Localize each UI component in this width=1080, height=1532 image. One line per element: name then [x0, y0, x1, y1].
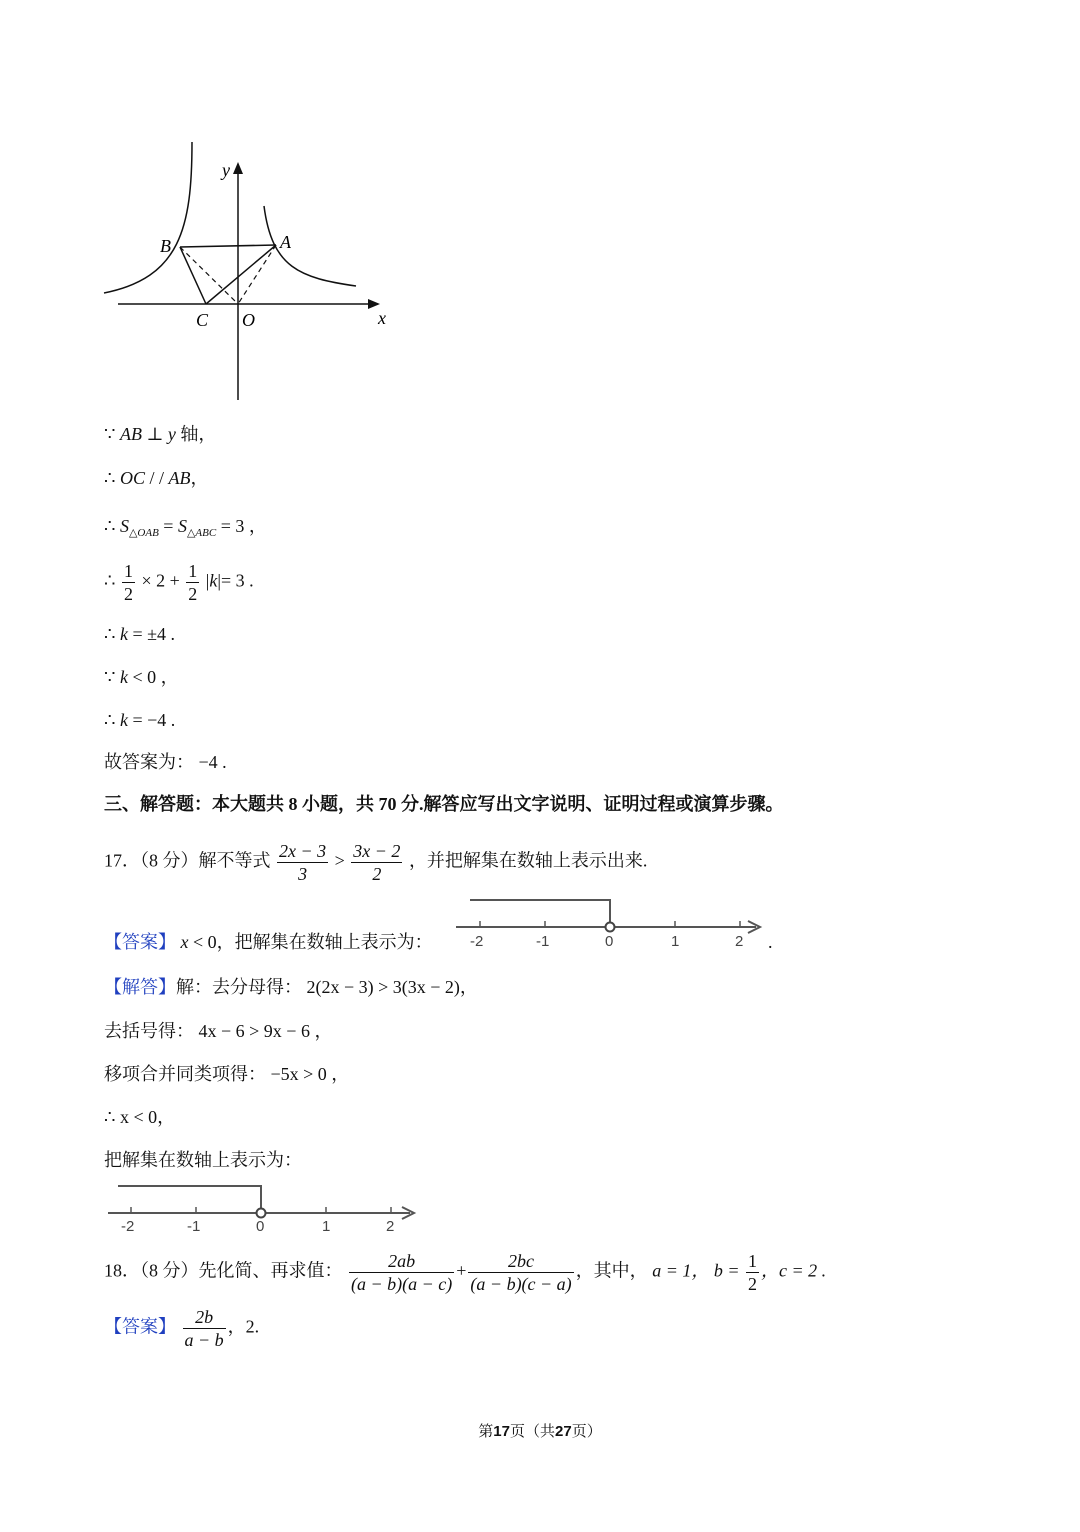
question-17: 17．（8 分）解不等式 $\frac{2x - 3}{3}$ > $\frac{3x - 2}{2}$ ，并把解集在数轴上表示出来.	[104, 841, 648, 884]
segment-ba	[180, 245, 276, 247]
hyperbola-right-branch	[264, 206, 356, 286]
open-circle-1	[606, 923, 615, 932]
page-footer: 第17页（共27页）	[478, 1423, 602, 1440]
tick-label: 1	[671, 933, 680, 950]
proof-line-2: ∴ OC / / AB，	[104, 468, 209, 488]
tick-label: 0	[605, 933, 614, 950]
label-o: O	[242, 310, 255, 330]
tick-label: -1	[187, 1218, 201, 1235]
proof-line-7: ∴ k = −4 .	[104, 710, 176, 730]
dashed-ao	[238, 245, 276, 304]
number-line-solution	[104, 1178, 424, 1238]
label-a: A	[280, 232, 291, 252]
current-page: 17	[493, 1423, 510, 1440]
proof-line-3: ∴ $S_{\triangle OAB} = S_{\triangle ABC} = 3$ ，	[104, 516, 267, 539]
number-line-answer	[456, 892, 766, 952]
coordinate-figure	[100, 138, 400, 408]
q18-fraction-2: $\frac{2bc}{(a - b)(c - a)}$	[470, 1251, 572, 1294]
label-c: C	[196, 310, 209, 330]
answer-tag: 【答案】	[104, 1316, 176, 1337]
q17-fraction-right: $\frac{3x - 2}{2}$	[353, 841, 401, 884]
solution-tag: 【解答】	[104, 977, 176, 997]
open-circle-2	[257, 1209, 266, 1218]
fraction-half-2: $\frac{1}{2}$	[188, 561, 198, 604]
total-pages: 27	[555, 1423, 572, 1440]
proof-line-6: ∵ k < 0 ，	[104, 667, 179, 687]
segment-bc	[180, 247, 206, 304]
label-b: B	[160, 236, 171, 256]
q17-solution-step-1: 【解答】解：去分母得： 2(2x − 3) > 3(3x − 2)，	[104, 977, 478, 997]
tick-label: -2	[121, 1218, 135, 1235]
tick-label: 2	[386, 1218, 395, 1235]
section-header: 三、解答题：本大题共 8 小题，共 70 分.解答应写出文字说明、证明过程或演算步骤。	[104, 794, 784, 814]
answer-tag: 【答案】	[104, 932, 176, 952]
q17-solution-step-5: 把解集在数轴上表示为：	[104, 1150, 302, 1170]
q17-solution-step-2: 去括号得： 4x − 6 > 9x − 6 ，	[104, 1021, 333, 1041]
question-18: 18．（8 分）先化简、再求值： $\frac{2ab}{(a - b)(a - c)}$ + $\frac{2bc}{(a - b)(c - a)}$ ，其中， a = 1， b = $\frac{1}{2}$ ，c = 2 .	[104, 1251, 827, 1294]
proof-line-1: ∵ AB ⊥ y 轴，	[104, 424, 217, 444]
tick-label: -2	[470, 933, 484, 950]
tick-label: 0	[256, 1218, 265, 1235]
q17-answer-end: .	[768, 932, 773, 952]
q18-b-fraction: $\frac{1}{2}$	[748, 1251, 757, 1294]
label-y: y	[222, 160, 230, 180]
q17-fraction-left: $\frac{2x - 3}{3}$	[279, 841, 327, 884]
solution-ray-2	[118, 1186, 261, 1208]
proof-line-8: 故答案为： −4 .	[104, 752, 227, 772]
y-axis-arrow	[233, 162, 243, 174]
solution-ray-1	[470, 900, 610, 922]
dashed-bo	[180, 247, 238, 304]
tick-label: -1	[536, 933, 550, 950]
q17-solution-step-3: 移项合并同类项得： −5x > 0 ，	[104, 1064, 350, 1084]
proof-line-5: ∴ k = ±4 .	[104, 624, 175, 644]
proof-line-4: ∴ $\frac{1}{2}$ × 2 + $\frac{1}{2}$ |k|= 3 .	[104, 561, 254, 604]
q17-answer: 【答案】 x < 0，把解集在数轴上表示为：	[104, 932, 433, 952]
segment-ca	[206, 245, 276, 304]
q18-fraction-1: $\frac{2ab}{(a - b)(a - c)}$	[351, 1251, 453, 1294]
tick-label: 2	[735, 933, 744, 950]
tick-label: 1	[322, 1218, 331, 1235]
q18-answer: 【答案】 $\frac{2b}{a - b}$ ，2.	[104, 1307, 260, 1350]
label-x: x	[378, 308, 386, 328]
hyperbola-left-branch	[104, 142, 192, 293]
q18-answer-fraction: $\frac{2b}{a - b}$	[184, 1307, 224, 1350]
q17-solution-step-4: ∴ x < 0，	[104, 1107, 176, 1127]
fraction-half-1: $\frac{1}{2}$	[123, 561, 133, 604]
